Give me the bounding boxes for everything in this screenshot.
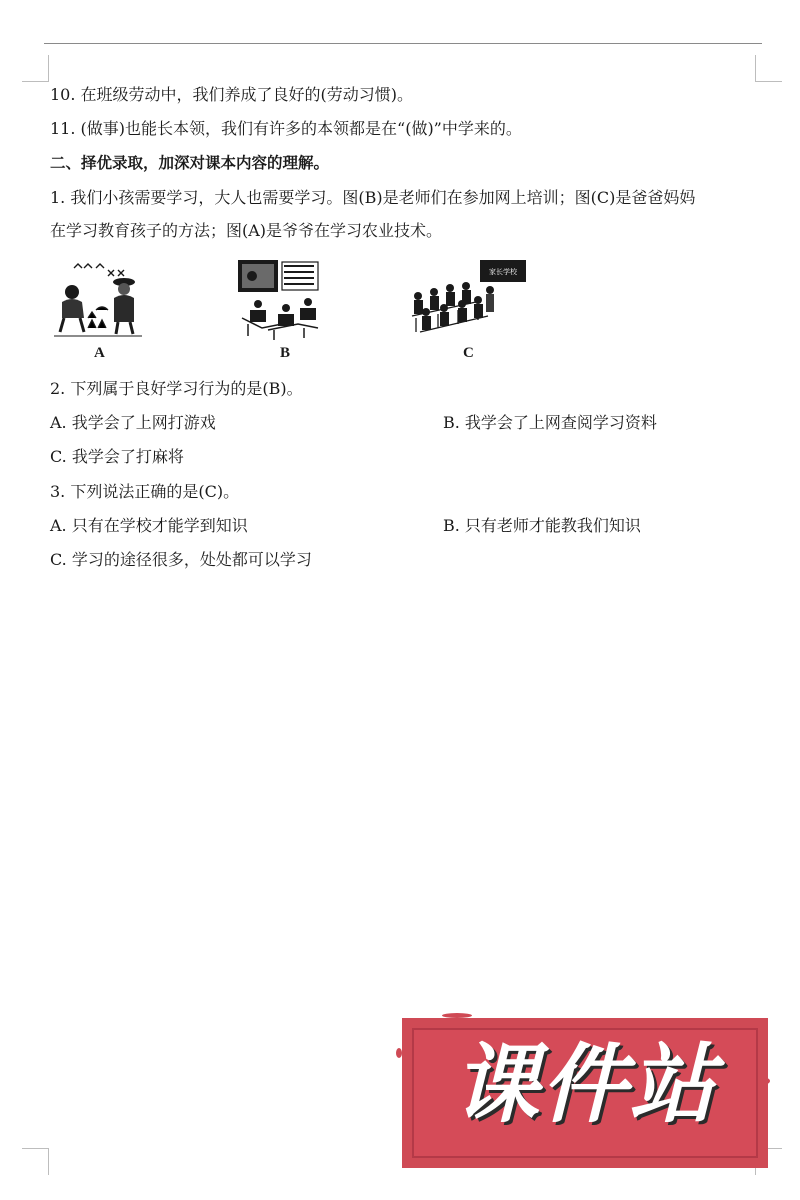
watermark-text: 课件站: [453, 1035, 717, 1135]
figure-a-label: A: [94, 345, 105, 361]
item-3-option-b: B. 只有老师才能教我们知识: [443, 516, 641, 535]
question-10: 10. 在班级劳动中，我们养成了良好的(劳动习惯)。: [50, 85, 414, 104]
figure-c-screen-text: 家长学校: [489, 268, 517, 276]
section-heading: 二、择优录取，加深对课本内容的理解。: [50, 154, 330, 172]
figure-c-parent-school: [408, 258, 528, 342]
figure-c-label: C: [463, 345, 474, 361]
item-3-option-a: A. 只有在学校才能学到知识: [50, 516, 248, 535]
item-2-option-a: A. 我学会了上网打游戏: [50, 413, 216, 432]
item-3-question: 3. 下列说法正确的是(C)。: [50, 482, 240, 501]
watermark-stamp: [402, 1018, 768, 1168]
header-rule: [44, 43, 762, 44]
corner-mark-bottom-left: [22, 1148, 49, 1175]
watermark-speck: [442, 1013, 472, 1018]
question-11: 11. (做事)也能长本领，我们有许多的本领都是在“(做)”中学来的。: [50, 119, 522, 138]
corner-mark-top-right: [755, 55, 782, 82]
item-2-question: 2. 下列属于良好学习行为的是(B)。: [50, 379, 303, 398]
item-1-line-1: 1. 我们小孩需要学习，大人也需要学习。图(B)是老师们在参加网上培训；图(C)是爸爸妈妈: [50, 188, 696, 207]
item-2-option-c: C. 我学会了打麻将: [50, 447, 184, 466]
figure-a-farming: [52, 258, 144, 342]
figure-b-label: B: [280, 345, 291, 361]
corner-mark-top-left: [22, 55, 49, 82]
item-3-option-c: C. 学习的途径很多，处处都可以学习: [50, 550, 312, 569]
figure-b-online-training: [228, 258, 328, 342]
item-1-line-2: 在学习教育孩子的方法；图(A)是爷爷在学习农业技术。: [50, 221, 443, 240]
item-2-option-b: B. 我学会了上网查阅学习资料: [443, 413, 657, 432]
